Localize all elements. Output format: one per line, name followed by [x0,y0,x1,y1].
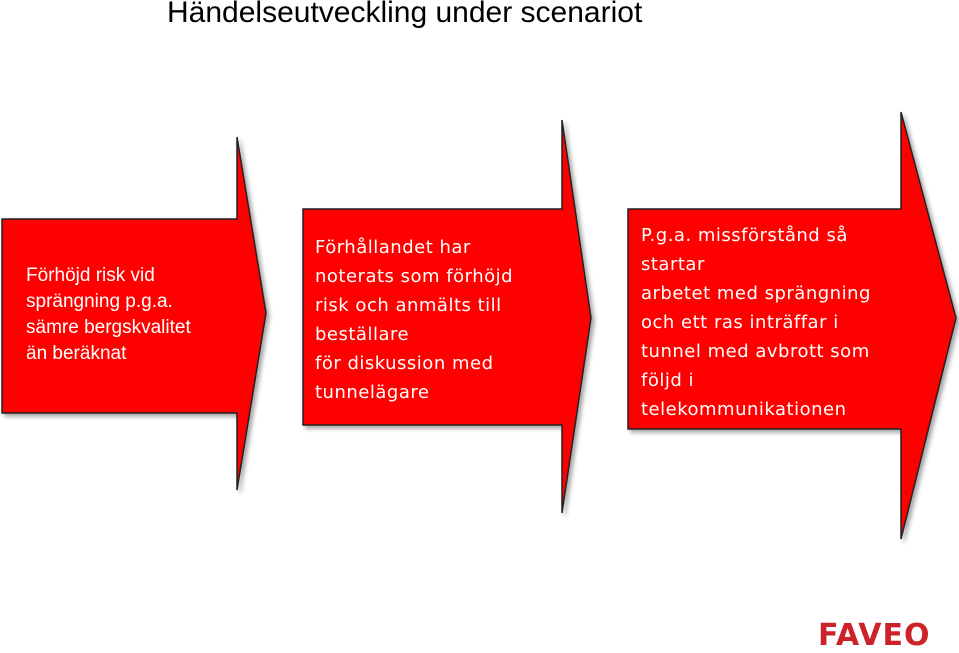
step-3-line: telekommunikationen [641,399,847,420]
step-3-line: tunnel med avbrott som [641,341,870,362]
step-3-line: startar [641,254,705,275]
step-1-line: än beräknat [26,343,127,364]
faveo-logo: FAVEO [818,618,931,653]
step-3-text [641,221,871,424]
step-1-text [26,263,191,367]
step-3-line: P.g.a. missförstånd så [641,225,848,246]
step-1-line: sprängning p.g.a. [26,291,173,312]
step-3-line: följd i [641,370,694,391]
step-2-line: noterats som förhöjd [315,266,514,287]
step-2-line: risk och anmälts till [315,295,502,316]
step-1-line: sämre bergskvalitet [26,317,191,338]
step-3-line: och ett ras inträffar i [641,312,839,333]
step-2-line: Förhållandet har [315,237,471,258]
step-3-line: arbetet med sprängning [641,283,871,304]
step-2-line: beställare [315,324,410,345]
step-2-text [315,233,513,407]
step-1-line: Förhöjd risk vid [26,265,155,286]
step-2-line: tunnelägare [315,382,430,403]
step-2-line: för diskussion med [315,353,494,374]
page-title: Händelseutveckling under scenariot [167,0,643,29]
